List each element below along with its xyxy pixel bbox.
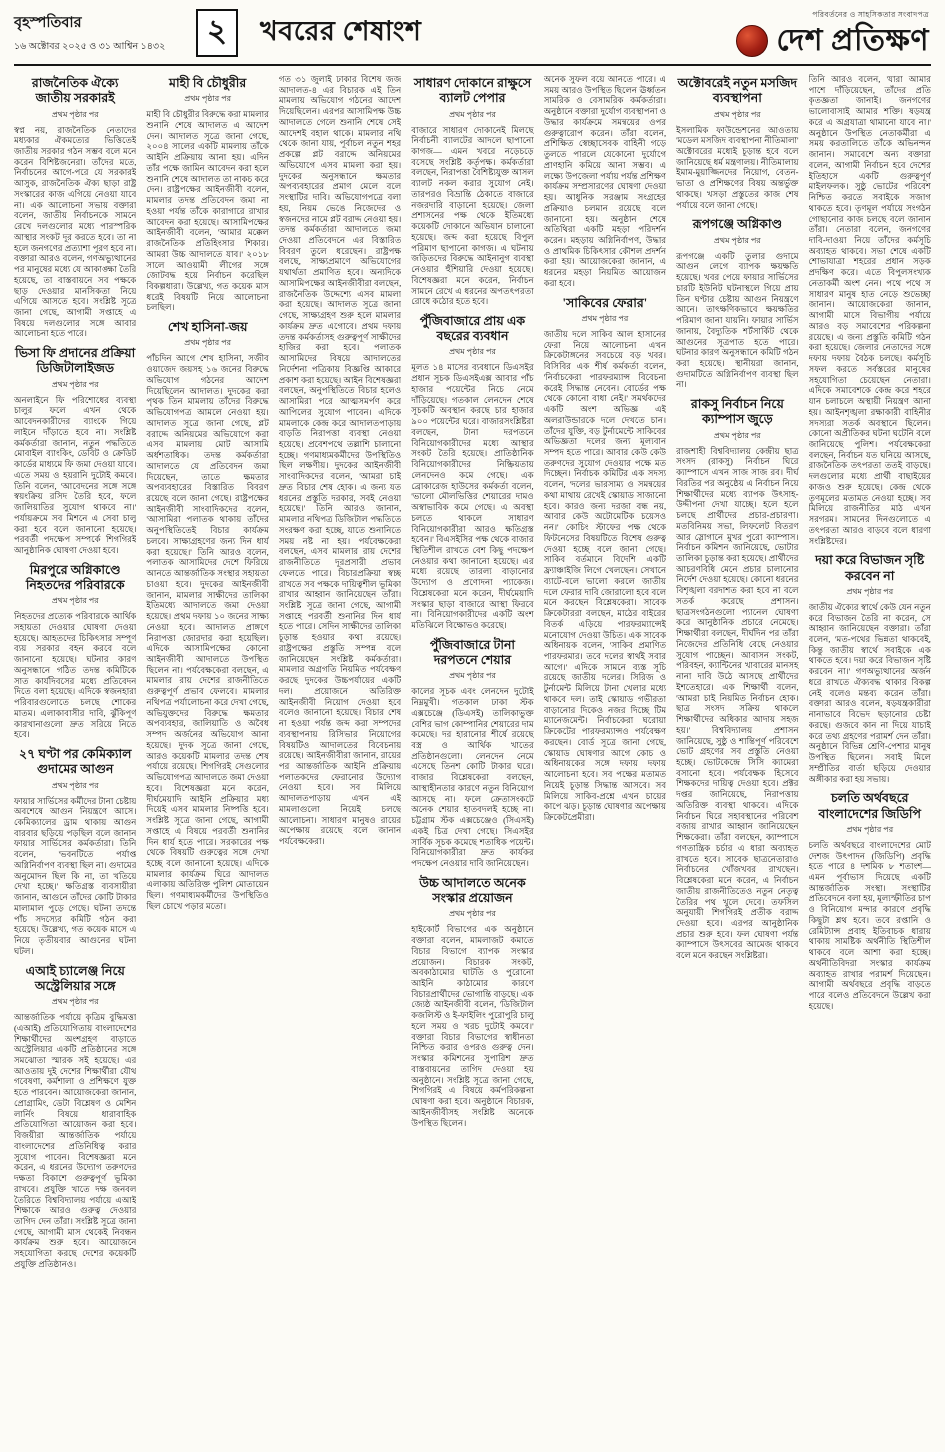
article <box>411 314 533 631</box>
continued-from-front-label: প্রথম পৃষ্ঠার পর <box>184 338 232 348</box>
continued-from-front-label: প্রথম পৃষ্ঠার পর <box>713 235 761 245</box>
continued-from-front-label: প্রথম পৃষ্ঠার পর <box>51 780 99 790</box>
article <box>14 964 136 1270</box>
columns <box>14 66 931 1442</box>
article <box>411 876 533 1128</box>
continued-from-front-label: প্রথম পৃষ্ঠার পর <box>51 997 99 1007</box>
masthead-emblem-icon <box>736 25 768 57</box>
article-body: ইসলামিক ফাউন্ডেশনের আওতায় 'মডেল মসজিদ ব্যবস্থাপনা নীতিমালা' অক্টোবরের মধ্যেই চূড়ান্ত হবে বলে জানিয়েছে ধর্ম মন্ত্রণালয়। নীতিমালায় ইমাম-মুয়াজ্জিনদের নিয়োগ, বেতন-ভাতা ও প্রশিক্ষণের বিষয় অন্তর্ভুক্ত থাকছে। খসড়া প্রস্তুতের কাজ শেষ পর্যায়ে বলে জানা গেছে। <box>676 124 799 210</box>
article-body: জাতীয় দলে সাকিব আল হাসানের ফেরা নিয়ে আলোচনা এখন ক্রিকেটাঙ্গনের সবচেয়ে বড় খবর। বিসিবির এক শীর্ষ কর্মকর্তা বলেন, 'নির্বাচকেরা পারফরম্যান্স বিবেচনা করেই সিদ্ধান্ত নেবেন। বোর্ডের পক্ষ থেকে কোনো বাধা নেই।' সমর্থকদের একটি অংশ অভিজ্ঞ এই অলরাউন্ডারকে দলে দেখতে চান। তাঁদের যুক্তি, বড় টুর্নামেন্টে সাকিবের অভিজ্ঞতা দলের জন্য মূল্যবান সম্পদ হতে পারে। আবার কেউ কেউ তরুণদের সুযোগ দেওয়ার পক্ষে মত দিচ্ছেন। নির্বাচক কমিটির এক সদস্য বলেন, 'দলের ভারসাম্য ও সমন্বয়ের কথা মাথায় রেখেই স্কোয়াড সাজানো হবে। কারও জন্য দরজা বন্ধ নয়, আবার কেউ অটোমেটিক চয়েসও নন।' কোচিং স্টাফের পক্ষ থেকে ফিটনেসের বিষয়টিতে বিশেষ গুরুত্ব দেওয়া হচ্ছে বলে জানা গেছে। সাকিব বর্তমানে বিদেশি একটি ফ্র্যাঞ্চাইজি লিগে খেলছেন। সেখানে ব্যাটে-বলে ভালো করলে জাতীয় দলে ফেরার দাবি জোরালো হবে বলে মনে করছেন বিশ্লেষকেরা। সাবেক ক্রিকেটাররা বলছেন, মাঠের বাইরের বিতর্ক এড়িয়ে পারফরম্যান্সেই মনোযোগ দেওয়া উচিত। এক সাবেক অধিনায়ক বলেন, 'সাকিব প্রমাণিত পারফরমার। তবে দলের স্বার্থই সবার আগে।' এদিকে সামনে ব্যস্ত সূচি রয়েছে জাতীয় দলের। সিরিজ ও টুর্নামেন্ট মিলিয়ে টানা খেলার মধ্যে থাকবে দল। তাই স্কোয়াড গভীরতা বাড়ানোর দিকেও নজর দিচ্ছে টিম ম্যানেজমেন্ট। নির্বাচকেরা ঘরোয়া ক্রিকেটের পারফরম্যান্সও পর্যবেক্ষণ করছেন। বোর্ড সূত্রে জানা গেছে, স্কোয়াড ঘোষণার আগে কোচ ও অধিনায়কের সঙ্গে দফায় দফায় আলোচনা হবে। সব পক্ষের মতামত নিয়েই চূড়ান্ত সিদ্ধান্ত আসবে। সব মিলিয়ে সাকিব-প্রশ্নে এখন চায়ের কাপে ঝড়। চূড়ান্ত ঘোষণার অপেক্ষায় ক্রিকেটপ্রেমীরা। <box>543 328 667 822</box>
article-body: স্বপ্ন নয়, রাজনৈতিক নেতাদের মধ্যকার ঐকমত্যের ভিত্তিতেই জাতীয় সরকার গঠন সম্ভব বলে মনে করেন বিশিষ্টজনেরা। তাঁদের মতে, নির্বাচনের আগে-পরে যে সরকারই আসুক, রাজনৈতিক ঐক্য ছাড়া রাষ্ট্র সংস্কারের কাজ এগিয়ে নেওয়া যাবে না। এক আলোচনা সভায় বক্তারা বলেন, জাতীয় নির্বাচনকে সামনে রেখে দলগুলোর মধ্যে পারস্পরিক আস্থার সংকট দূর করতে হবে। তা না হলে জনগণের প্রত্যাশা পূরণ হবে না। বক্তারা আরও বলেন, গণঅভ্যুত্থানের পর মানুষের মধ্যে যে আকাঙ্ক্ষা তৈরি হয়েছে, তা বাস্তবায়নে সব পক্ষকে ছাড় দেওয়ার মানসিকতা নিয়ে এগিয়ে আসতে হবে। সংশ্লিষ্ট সূত্রে জানা গেছে, আগামী সপ্তাহে এ বিষয়ে দলগুলোর সঙ্গে আবার আলোচনা হতে পারে। <box>14 124 137 339</box>
continued-from-front-label: প্রথম পৃষ্ঠার পর <box>713 430 761 440</box>
article <box>809 791 931 1011</box>
page-number: ২ <box>206 13 228 48</box>
article-body: বাজারে সাধারণ দোকানেই মিলছে নির্বাচনী ব্যালটের আদলে ছাপানো কাগজ— এমন খবরে নড়েচড়ে বসেছে সংশ্লিষ্ট কর্তৃপক্ষ। কর্মকর্তারা বলছেন, নিরাপত্তা বৈশিষ্ট্যযুক্ত আসল ব্যালট নকল করার সুযোগ নেই। তারপরও বিভ্রান্তি ঠেকাতে বাজারে নজরদারি বাড়ানো হয়েছে। জেলা প্রশাসনের পক্ষ থেকে ইতিমধ্যে কয়েকটি দোকানে অভিযান চালানো হয়েছে। জব্দ করা হয়েছে বিপুল পরিমাণ ছাপানো কাগজ। এ ঘটনায় জড়িতদের বিরুদ্ধে আইনানুগ ব্যবস্থা নেওয়ার হুঁশিয়ারি দেওয়া হয়েছে। বিশেষজ্ঞরা মনে করেন, নির্বাচন সামনে রেখে এ ধরনের অপতৎপরতা রোধে কঠোর হতে হবে। <box>411 124 534 307</box>
article-headline: রাকসু নির্বাচন নিয়ে ক্যাম্পাস জুড়ে <box>690 397 784 427</box>
article-headline: ভিসা ফি প্রদানের প্রক্রিয়া ডিজিটালাইজড <box>15 346 136 376</box>
article-headline: সাধারণ দোকানে রাক্ষুসে ব্যালট পেপার <box>413 76 532 106</box>
article-body: মূলত ১৪ মাসের ব্যবধানে ডিএসইর প্রধান সূচক ডিএসইএক্স আবার পাঁচ হাজার পয়েন্টের নিচে নেমে দাঁড়িয়েছে। গতকাল লেনদেন শেষে সূচকটি অবস্থান করছে চার হাজার ৯০০ পয়েন্টের ঘরে। বাজারসংশ্লিষ্টরা বলছেন, টানা দরপতনে বিনিয়োগকারীদের মধ্যে আস্থার সংকট তৈরি হয়েছে। প্রাতিষ্ঠানিক বিনিয়োগকারীদের নিষ্ক্রিয়তায় লেনদেনও কমে গেছে। এক ব্রোকারেজ হাউসের কর্মকর্তা বলেন, 'ভালো মৌলভিত্তির শেয়ারের দামও অস্বাভাবিক কমে গেছে। এ অবস্থা চলতে থাকলে সাধারণ বিনিয়োগকারীরা আরও ক্ষতিগ্রস্ত হবেন।' বিএসইসির পক্ষ থেকে বাজার স্থিতিশীল রাখতে বেশ কিছু পদক্ষেপ নেওয়ার কথা জানানো হয়েছে। এর মধ্যে রয়েছে তারল্য বাড়ানোর উদ্যোগ ও প্রণোদনা প্যাকেজ। বিশ্লেষকেরা মনে করেন, দীর্ঘমেয়াদি সংস্কার ছাড়া বাজারে আস্থা ফিরবে না। বিনিয়োগকারীদের একটি অংশ মতিঝিলে বিক্ষোভও করেছে। <box>411 362 534 631</box>
article-body: মাহী বি চৌধুরীর বিরুদ্ধে করা মামলার শুনানি শেষে আদালত এ আদেশ দেন। আদালত সূত্রে জানা গেছে, ২০০৪ সালের একটি মামলায় তাঁকে আইনি প্রক্রিয়ায় আনা হয়। এদিন তাঁর পক্ষে জামিন আবেদন করা হলে শুনানি শেষে আদালত তা নাকচ করে দেন। রাষ্ট্রপক্ষের আইনজীবী বলেন, মামলার তদন্ত প্রতিবেদন জমা না হওয়া পর্যন্ত তাঁকে কারাগারে রাখার আবেদন করা হয়েছে। আসামিপক্ষের আইনজীবী বলেন, 'আমার মক্কেল রাজনৈতিক প্রতিহিংসার শিকার। আমরা উচ্চ আদালতে যাব।' ২০১৮ সালে আওয়ামী লীগের সঙ্গে জোটবদ্ধ হয়ে নির্বাচন করেছিল বিকল্পধারা। উল্লেখ্য, গত কয়েক মাস ধরেই বিষয়টি নিয়ে আলোচনা চলছিল। <box>146 109 269 313</box>
article <box>809 553 931 784</box>
article-headline: দয়া করে বিভাজন সৃষ্টি করবেন না <box>815 553 925 583</box>
date-block <box>14 12 182 55</box>
article-headline: পুঁজিবাজারে টানা দরপতনে শেয়ার <box>429 637 516 668</box>
continued-from-front-label: প্রথম পৃষ্ঠার পর <box>51 379 99 389</box>
article-body: ফায়ার সার্ভিসের কর্মীদের টানা চেষ্টায় অবশেষে আগুন নিয়ন্ত্রণে আসে। কেমিক্যালের ড্রাম থাকায় আগুন বারবার ছড়িয়ে পড়ছিল বলে জানান ফায়ার সার্ভিসের কর্মকর্তারা। তিনি বলেন, 'ভবনটিতে পর্যাপ্ত অগ্নিনির্বাপণ ব্যবস্থা ছিল না। গুদামের অনুমোদন ছিল কি না, তা খতিয়ে দেখা হচ্ছে।' ক্ষতিগ্রস্ত ব্যবসায়ীরা জানান, আগুনে তাঁদের কোটি টাকার মালামাল পুড়ে গেছে। ঘটনা তদন্তে পাঁচ সদস্যের কমিটি গঠন করা হয়েছে। উল্লেখ্য, গত কয়েক মাসে এ নিয়ে তৃতীয়বার আগুনের ঘটনা ঘটল। <box>14 795 137 956</box>
masthead-tagline: পরিবর্তনের ও সাহসিকতার সংবাদপত্র <box>812 9 929 19</box>
article-body: গত ৩১ জুলাই ঢাকার বিশেষ জজ আদালত-৪ এর বিচারক এই তিন মামলায় অভিযোগ গঠনের আদেশ দিয়েছিলেন। এরপর আসামিপক্ষ উচ্চ আদালতে গেলে শুনানি শেষে সেই আদেশই বহাল থাকে। মামলার নথি থেকে জানা যায়, পূর্বাচল নতুন শহর প্রকল্পে প্লট বরাদ্দে অনিয়মের অভিযোগে এসব মামলা করা হয়। দুদকের অনুসন্ধানে ক্ষমতার অপব্যবহারের প্রমাণ মেলে বলে সংস্থাটির দাবি। অভিযোগপত্রে বলা হয়, নিয়ম ভেঙে নিজেদের ও স্বজনদের নামে প্লট বরাদ্দ নেওয়া হয়। তদন্ত কর্মকর্তারা আদালতে জমা দেওয়া প্রতিবেদনে এর বিস্তারিত বিবরণ তুলে ধরেছেন। রাষ্ট্রপক্ষ বলছে, সাক্ষ্যপ্রমাণে অভিযোগের যথার্থতা প্রমাণিত হবে। অন্যদিকে আসামিপক্ষের আইনজীবীরা বলছেন, রাজনৈতিক উদ্দেশ্যে এসব মামলা করা হয়েছে। আদালত সূত্রে জানা গেছে, সাক্ষ্যগ্রহণ শুরু হলে মামলার কার্যক্রম দ্রুত এগোবে। প্রথম দফায় তদন্ত কর্মকর্তাসহ গুরুত্বপূর্ণ সাক্ষীদের হাজির করা হবে। পলাতক আসামিদের বিষয়ে আদালতের নির্দেশনা পত্রিকায় বিজ্ঞপ্তি আকারে প্রকাশ করা হয়েছে। আইন বিশেষজ্ঞরা বলছেন, অনুপস্থিতিতে বিচার হলেও আসামিরা পরে আত্মসমর্পণ করে আপিলের সুযোগ পাবেন। এদিকে মামলাকে কেন্দ্র করে আদালতপাড়ায় বাড়তি নিরাপত্তা ব্যবস্থা নেওয়া হয়েছে। প্রবেশপথে তল্লাশি চালানো হচ্ছে। গণমাধ্যমকর্মীদের উপস্থিতিও ছিল লক্ষণীয়। দুদকের আইনজীবী সাংবাদিকদের বলেন, 'আমরা চাই দ্রুত বিচার শেষ হোক। এ জন্য যত ধরনের প্রস্তুতি দরকার, সবই নেওয়া হয়েছে।' তিনি আরও জানান, মামলার নথিপত্র ডিজিটাল পদ্ধতিতে সংরক্ষণ করা হচ্ছে, যাতে শুনানিতে সময় নষ্ট না হয়। পর্যবেক্ষকেরা বলছেন, এসব মামলার রায় দেশের রাজনীতিতে দূরপ্রসারী প্রভাব ফেলতে পারে। বিচারপ্রক্রিয়া স্বচ্ছ রাখতে সব পক্ষকে দায়িত্বশীল ভূমিকা রাখার আহ্বান জানিয়েছেন তাঁরা। সংশ্লিষ্ট সূত্রে জানা গেছে, আগামী সপ্তাহে পরবর্তী শুনানির দিন ধার্য হতে পারে। সেদিন সাক্ষীদের তালিকা চূড়ান্ত হওয়ার কথা রয়েছে। রাষ্ট্রপক্ষের প্রস্তুতি সম্পন্ন বলে জানিয়েছেন সংশ্লিষ্ট কর্মকর্তারা। মামলার অগ্রগতি নিয়মিত পর্যবেক্ষণ করছে দুদকের উচ্চপর্যায়ের একটি দল। প্রয়োজনে অতিরিক্ত আইনজীবী নিয়োগ দেওয়া হবে বলেও জানানো হয়েছে। বিচার শেষ না হওয়া পর্যন্ত জব্দ করা সম্পদের ব্যবস্থাপনায় রিসিভার নিয়োগের বিষয়টিও আদালতের বিবেচনায় রয়েছে। আইনজীবীরা জানান, রায়ের পর আন্তর্জাতিক আইনি প্রক্রিয়ায় পলাতকদের ফেরানোর উদ্যোগ নেওয়া হবে। সব মিলিয়ে আদালতপাড়ায় এখন এই মামলাগুলো নিয়েই চলছে আলোচনা। সাধারণ মানুষও রায়ের অপেক্ষায় রয়েছে বলে জানান পর্যবেক্ষকেরা। <box>278 74 402 847</box>
column-7 <box>809 74 931 1442</box>
continued-from-front-label: প্রথম পৃষ্ঠার পর <box>449 109 496 119</box>
continued-from-front-label: প্রথম পৃষ্ঠার পর <box>449 347 496 357</box>
article-body: কালের সূচক এবং লেনদেন দুটোই নিম্নমুখী। গতকাল ঢাকা স্টক এক্সচেঞ্জে (ডিএসই) তালিকাভুক্ত বেশির ভাগ কোম্পানির শেয়ারের দাম কমেছে। দর হারানোর শীর্ষে রয়েছে বস্ত্র ও আর্থিক খাতের প্রতিষ্ঠানগুলো। লেনদেন নেমে এসেছে তিনশ কোটি টাকার ঘরে। বাজার বিশ্লেষকেরা বলছেন, আস্থাহীনতার কারণে নতুন বিনিয়োগ আসছে না। ফলে ক্রেতাসংকটে অনেক শেয়ার হাতবদলই হচ্ছে না। চট্টগ্রাম স্টক এক্সচেঞ্জেও (সিএসই) একই চিত্র দেখা গেছে। সিএসইর সার্বিক সূচক কমেছে শতাধিক পয়েন্ট। বিনিয়োগকারীরা দ্রুত কার্যকর পদক্ষেপ নেওয়ার দাবি জানিয়েছেন। <box>411 686 534 869</box>
column-2 <box>146 74 268 1442</box>
article <box>146 320 268 911</box>
article-body: হাইকোর্ট বিভাগের এক অনুষ্ঠানে বক্তারা বলেন, মামলাজট কমাতে বিচার বিভাগে ব্যাপক সংস্কার প্রয়োজন। বিচারক সংকট, অবকাঠামোর ঘাটতি ও পুরোনো আইনি কাঠামোর কারণে বিচারপ্রার্থীদের ভোগান্তি বাড়ছে। এক জ্যেষ্ঠ আইনজীবী বলেন, 'ডিজিটাল কজলিস্ট ও ই-ফাইলিং পুরোপুরি চালু হলে সময় ও খরচ দুটোই কমবে।' বক্তারা বিচার বিভাগের স্বাধীনতা নিশ্চিত করার ওপরও গুরুত্ব দেন। সংস্কার কমিশনের সুপারিশ দ্রুত বাস্তবায়নের তাগিদ দেওয়া হয় অনুষ্ঠানে। সংশ্লিষ্ট সূত্রে জানা গেছে, শিগগিরই এ বিষয়ে কর্মপরিকল্পনা ঘোষণা করা হবে। অনুষ্ঠানে বিচারক, আইনজীবীসহ সংশ্লিষ্ট অনেকে উপস্থিত ছিলেন। <box>411 924 534 1128</box>
continued-from-front-label: প্রথম পৃষ্ঠার পর <box>51 109 99 119</box>
article-headline: শেখ হাসিনা-জয় <box>167 320 248 335</box>
article <box>676 76 798 210</box>
section-title: খবরের শেষাংশ <box>260 15 422 46</box>
article-body: রূপগঞ্জে একটি তুলার গুদামে আগুন লেগে ব্যাপক ক্ষয়ক্ষতি হয়েছে। খবর পেয়ে ফায়ার সার্ভিসের চারটি ইউনিট ঘটনাস্থলে গিয়ে প্রায় তিন ঘণ্টার চেষ্টায় আগুন নিয়ন্ত্রণে আনে। তাৎক্ষণিকভাবে ক্ষয়ক্ষতির পরিমাণ জানা যায়নি। ফায়ার সার্ভিস জানায়, বৈদ্যুতিক শর্টসার্কিট থেকে আগুনের সূত্রপাত হতে পারে। ঘটনার কারণ অনুসন্ধানে কমিটি গঠন করা হয়েছে। স্থানীয়রা জানান, গুদামটিতে অগ্নিনির্বাপণ ব্যবস্থা ছিল না। <box>676 250 799 390</box>
article-headline: পুঁজিবাজারে প্রায় এক বছরের ব্যবধান <box>419 313 526 344</box>
article-body: অনলাইনে ফি পরিশোধের ব্যবস্থা চালুর ফলে এখন থেকে আবেদনকারীদের ব্যাংকে গিয়ে লাইনে দাঁড়াতে হবে না। সংশ্লিষ্ট কর্মকর্তারা জানান, নতুন পদ্ধতিতে মোবাইল ব্যাংকিং, ডেবিট ও ক্রেডিট কার্ডের মাধ্যমে ফি জমা দেওয়া যাবে। এতে সময় ও হয়রানি দুটোই কমবে। তিনি বলেন, 'আবেদনের সঙ্গে সঙ্গে স্বয়ংক্রিয় রসিদ তৈরি হবে, ফলে জালিয়াতির সুযোগ থাকবে না।' পর্যায়ক্রমে সব মিশনে এ সেবা চালু করা হবে বলে জানানো হয়েছে। পরবর্তী পদক্ষেপ সম্পর্কে শিগগিরই আনুষ্ঠানিক ঘোষণা দেওয়া হবে। <box>14 394 137 555</box>
column-3 <box>279 74 401 1442</box>
continued-from-front-label: প্রথম পৃষ্ঠার পর <box>184 94 232 104</box>
article-body: রাজশাহী বিশ্ববিদ্যালয় কেন্দ্রীয় ছাত্র সংসদ (রাকসু) নির্বাচন ঘিরে ক্যাম্পাসে এখন সাজ সাজ রব। দীর্ঘ বিরতির পর অনুষ্ঠেয় এ নির্বাচন নিয়ে শিক্ষার্থীদের মধ্যে ব্যাপক উৎসাহ-উদ্দীপনা দেখা যাচ্ছে। হলে হলে চলছে প্রার্থীদের প্রচার-প্রচারণা। মতবিনিময় সভা, লিফলেট বিতরণ আর স্লোগানে মুখর পুরো ক্যাম্পাস। নির্বাচন কমিশন জানিয়েছে, ভোটার তালিকা চূড়ান্ত করা হয়েছে। প্রার্থীদের আচরণবিধি মেনে প্রচার চালানোর নির্দেশ দেওয়া হয়েছে। কোনো ধরনের বিশৃঙ্খলা বরদাশত করা হবে না বলে সতর্ক করেছে প্রশাসন। ছাত্রসংগঠনগুলো প্যানেল ঘোষণা করে আনুষ্ঠানিক প্রচারে নেমেছে। শিক্ষার্থীরা বলছেন, দীর্ঘদিন পর তাঁরা নিজেদের প্রতিনিধি বেছে নেওয়ার সুযোগ পাচ্ছেন। আবাসন সংকট, পরিবহন, ক্যান্টিনের খাবারের মানসহ নানা দাবি উঠে আসছে প্রার্থীদের ইশতেহারে। এক শিক্ষার্থী বলেন, 'আমরা চাই নিয়মিত নির্বাচন হোক। ছাত্র সংসদ সক্রিয় থাকলে শিক্ষার্থীদের অধিকার আদায় সহজ হয়।' বিশ্ববিদ্যালয় প্রশাসন জানিয়েছে, সুষ্ঠু ও শান্তিপূর্ণ পরিবেশে ভোট গ্রহণের সব প্রস্তুতি নেওয়া হচ্ছে। ভোটকেন্দ্রে সিসি ক্যামেরা বসানো হবে। পর্যবেক্ষক হিসেবে শিক্ষকদের দায়িত্ব দেওয়া হবে। প্রক্টর দপ্তর জানিয়েছে, নিরাপত্তায় অতিরিক্ত ব্যবস্থা থাকবে। এদিকে নির্বাচন ঘিরে সহাবস্থানের পরিবেশ বজায় রাখার আহ্বান জানিয়েছেন শিক্ষকেরা। তাঁরা বলছেন, ক্যাম্পাসে গণতান্ত্রিক চর্চার এ ধারা অব্যাহত রাখতে হবে। সাবেক ছাত্রনেতারাও নির্বাচনের খোঁজখবর রাখছেন। বিশ্লেষকেরা মনে করেন, এ নির্বাচন জাতীয় রাজনীতিতেও নতুন নেতৃত্ব তৈরির পথ খুলে দেবে। তফসিল অনুযায়ী শিগগিরই প্রতীক বরাদ্দ দেওয়া হবে। এরপর আনুষ্ঠানিক প্রচার শুরু হবে। ফল ঘোষণা পর্যন্ত ক্যাম্পাসে উৎসবের আমেজ থাকবে বলে মনে করছেন সংশ্লিষ্টরা। <box>676 445 799 961</box>
article <box>411 76 533 307</box>
article-headline: রাজনৈতিক ঐক্যে জাতীয় সরকারই <box>31 76 119 106</box>
continued-from-front-label: প্রথম পৃষ্ঠার পর <box>51 596 99 606</box>
article-body: পাঁচদিন আগে শেখ হাসিনা, সজীব ওয়াজেদ জয়সহ ১৬ জনের বিরুদ্ধে অভিযোগ গঠনের আদেশ দিয়েছিলেন আদালত। দুদকের করা পৃথক তিন মামলায় তাঁদের বিরুদ্ধে অভিযোগপত্র আমলে নেওয়া হয়। আদালত সূত্রে জানা গেছে, প্লট বরাদ্দে অনিয়মের অভিযোগে করা এসব মামলায় মোট আসামি অর্ধশতাধিক। তদন্ত কর্মকর্তারা আদালতে যে প্রতিবেদন জমা দিয়েছেন, তাতে ক্ষমতার অপব্যবহারের বিস্তারিত বিবরণ রয়েছে বলে জানা গেছে। রাষ্ট্রপক্ষের আইনজীবী সাংবাদিকদের বলেন, 'আসামিরা পলাতক থাকায় তাঁদের অনুপস্থিতিতেই বিচার কার্যক্রম চলবে। সাক্ষ্যগ্রহণের জন্য দিন ধার্য করা হয়েছে।' তিনি আরও বলেন, পলাতক আসামিদের দেশে ফিরিয়ে আনতে আন্তর্জাতিক সংস্থার সহায়তা চাওয়া হবে। দুদকের আইনজীবী জানান, মামলার সাক্ষীদের তালিকা ইতিমধ্যে আদালতে জমা দেওয়া হয়েছে। প্রথম দফায় ১০ জনের সাক্ষ্য নেওয়া হবে। আদালত প্রাঙ্গণে নিরাপত্তা জোরদার করা হয়েছিল। এদিকে আসামিপক্ষের কোনো আইনজীবী আদালতে উপস্থিত ছিলেন না। পর্যবেক্ষকেরা বলছেন, এ মামলার রায় দেশের রাজনীতিতে গুরুত্বপূর্ণ প্রভাব ফেলবে। মামলার নথিপত্র পর্যালোচনা করে দেখা গেছে, অভিযুক্তদের বিরুদ্ধে ক্ষমতার অপব্যবহার, জালিয়াতি ও অবৈধ সম্পদ অর্জনের অভিযোগ আনা হয়েছে। দুদক সূত্রে জানা গেছে, আরও কয়েকটি মামলার তদন্ত শেষ পর্যায়ে রয়েছে। শিগগিরই সেগুলোর অভিযোগপত্র আদালতে জমা দেওয়া হবে। বিশেষজ্ঞরা মনে করেন, দীর্ঘমেয়াদি আইনি প্রক্রিয়ার মধ্য দিয়েই এসব মামলার নিষ্পত্তি হবে। সংশ্লিষ্ট সূত্রে জানা গেছে, আগামী সপ্তাহে এ বিষয়ে পরবর্তী শুনানির দিন ধার্য হতে পারে। সরকারের পক্ষ থেকে বিষয়টি গুরুত্বের সঙ্গে দেখা হচ্ছে বলে জানানো হয়েছে। এদিকে মামলার কার্যক্রম ঘিরে আদালত এলাকায় অতিরিক্ত পুলিশ মোতায়েন ছিল। গণমাধ্যমকর্মীদের উপস্থিতিও ছিল চোখে পড়ার মতো। <box>146 353 269 911</box>
continued-from-front-label: প্রথম পৃষ্ঠার পর <box>581 313 629 323</box>
date-line: ১৬ অক্টোবর ২০২৫ ও ৩১ আশ্বিন ১৪৩২ <box>14 41 166 52</box>
article-body: নিহতদের প্রত্যেক পরিবারকে আর্থিক সহায়তা দেওয়ার ঘোষণা দেওয়া হয়েছে। আহতদের চিকিৎসার সম্পূর্ণ ব্যয় সরকার বহন করবে বলে জানানো হয়েছে। ঘটনার কারণ অনুসন্ধানে গঠিত তদন্ত কমিটিকে সাত কার্যদিবসের মধ্যে প্রতিবেদন দিতে বলা হয়েছে। এদিকে স্বজনহারা পরিবারগুলোতে চলছে শোকের মাতম। এলাকাবাসীর দাবি, ঝুঁকিপূর্ণ কারখানাগুলো দ্রুত সরিয়ে নিতে হবে। <box>14 611 137 740</box>
continued-from-front-label: প্রথম পৃষ্ঠার পর <box>846 824 894 834</box>
article <box>411 638 533 869</box>
article-headline: রূপগঞ্জে অগ্নিকাণ্ড <box>692 217 783 232</box>
article <box>14 563 136 740</box>
article-body: অনেক সুফল বয়ে আনতে পারে। এ সময় আরও উপস্থিত ছিলেন ঊর্ধ্বতন সামরিক ও বেসামরিক কর্মকর্তারা। অনুষ্ঠানে বক্তারা দুর্যোগ ব্যবস্থাপনা ও উদ্ধার কার্যক্রমে সমন্বয়ের ওপর গুরুত্বারোপ করেন। তাঁরা বলেন, প্রশিক্ষিত স্বেচ্ছাসেবক বাহিনী গড়ে তুলতে পারলে যেকোনো দুর্যোগে প্রাণহানি কমিয়ে আনা সম্ভব। এ লক্ষ্যে উপজেলা পর্যায় পর্যন্ত প্রশিক্ষণ কার্যক্রম সম্প্রসারণের ঘোষণা দেওয়া হয়। আধুনিক সরঞ্জাম সংগ্রহের প্রক্রিয়াও চলমান রয়েছে বলে জানানো হয়। অনুষ্ঠান শেষে অতিথিরা একটি মহড়া পরিদর্শন করেন। মহড়ায় অগ্নিনির্বাপণ, উদ্ধার ও প্রাথমিক চিকিৎসার কৌশল প্রদর্শন করা হয়। আয়োজকেরা জানান, এ ধরনের মহড়া নিয়মিত আয়োজন করা হবে। <box>543 74 667 288</box>
article-body: তিনি আরও বলেন, 'যারা আমার পাশে দাঁড়িয়েছেন, তাঁদের প্রতি কৃতজ্ঞতা জানাই। জনগণের ভালোবাসাই আমার শক্তি। ষড়যন্ত্র করে এ অগ্রযাত্রা থামানো যাবে না।' অনুষ্ঠানে উপস্থিত নেতাকর্মীরা এ সময় করতালিতে তাঁকে অভিনন্দন জানান। সমাবেশে অন্য বক্তারা বলেন, আগামী নির্বাচন হবে দেশের ইতিহাসে একটি গুরুত্বপূর্ণ মাইলফলক। সুষ্ঠু ভোটের পরিবেশ নিশ্চিত করতে সবাইকে সজাগ থাকতে হবে। তৃণমূল পর্যায়ে সংগঠন গোছানোর কাজ চলছে বলে জানান তাঁরা। নেতারা বলেন, জনগণের দাবি-দাওয়া নিয়ে তাঁদের কর্মসূচি অব্যাহত থাকবে। সভা শেষে একটি শোভাযাত্রা শহরের প্রধান সড়ক প্রদক্ষিণ করে। এতে বিপুলসংখ্যক নেতাকর্মী অংশ নেন। পথে পথে স সাধারণ মানুষ হাত নেড়ে শুভেচ্ছা জানান। আয়োজকেরা জানান, আগামী মাসে বিভাগীয় পর্যায়ে আরও বড় সমাবেশের পরিকল্পনা রয়েছে। এ জন্য প্রস্তুতি কমিটি গঠন করা হয়েছে। জেলার নেতাদের সঙ্গে দফায় দফায় বৈঠক চলছে। কর্মসূচি সফল করতে সর্বস্তরের মানুষের সহযোগিতা চেয়েছেন নেতারা। এদিকে সমাবেশকে কেন্দ্র করে শহরে যান চলাচলে অস্থায়ী নিয়ন্ত্রণ আনা হয়। আইনশৃঙ্খলা রক্ষাকারী বাহিনীর সদস্যরা সতর্ক অবস্থানে ছিলেন। কোনো অপ্রীতিকর ঘটনা ঘটেনি বলে জানিয়েছে পুলিশ। পর্যবেক্ষকেরা বলছেন, নির্বাচন যত ঘনিয়ে আসছে, রাজনৈতিক তৎপরতা ততই বাড়ছে। দলগুলোর মধ্যে প্রার্থী বাছাইয়ের কাজও শুরু হয়েছে। কেন্দ্র থেকে তৃণমূলের মতামত নেওয়া হচ্ছে। সব মিলিয়ে রাজনীতির মাঠ এখন সরগরম। সামনের দিনগুলোতে এ তৎপরতা আরও বাড়বে বলে ধারণা সংশ্লিষ্টদের। <box>808 74 931 546</box>
article <box>544 296 666 823</box>
continued-from-front-label: প্রথম পৃষ্ঠার পর <box>846 586 894 596</box>
masthead-block <box>736 10 931 57</box>
article <box>14 76 136 339</box>
article-headline: উচ্চ আদালতে অনেক সংস্কার প্রয়োজন <box>419 875 526 906</box>
article-headline: ২৭ ঘণ্টা পর কেমিক্যাল গুদামের আগুন <box>19 747 132 777</box>
article-continuation <box>809 74 931 546</box>
article-headline: 'সাকিবের ফেরার' <box>562 295 648 310</box>
continued-from-front-label: প্রথম পৃষ্ঠার পর <box>449 909 496 919</box>
article <box>14 747 136 957</box>
article-continuation <box>544 74 666 289</box>
column-5 <box>544 74 666 1442</box>
article-headline: মিরপুরে অগ্নিকাণ্ডে নিহতদের পরিবারকে <box>25 562 125 592</box>
weekday: বৃহস্পতিবার <box>14 14 82 31</box>
article-headline: চলতি অর্থবছরে বাংলাদেশের জিডিপি <box>818 791 921 821</box>
masthead-title: দেশ প্রতিক্ষণ <box>776 23 929 57</box>
article-headline: এআই চ্যালেঞ্জ নিয়ে অস্ট্রেলিয়ার সঙ্গে <box>25 963 125 993</box>
article-headline: মাহী বি চৌধুরীর <box>169 76 247 90</box>
article <box>676 217 798 390</box>
column-4 <box>411 74 533 1442</box>
article <box>676 397 798 961</box>
continued-from-front-label: প্রথম পৃষ্ঠার পর <box>713 109 761 119</box>
article <box>146 76 268 313</box>
article-body: চলতি অর্থবছরে বাংলাদেশের মোট দেশজ উৎপাদন (জিডিপি) প্রবৃদ্ধি হতে পারে ৪ দশমিক ৮ শতাংশ— এমন পূর্বাভাস দিয়েছে একটি আন্তর্জাতিক সংস্থা। সংস্থাটির প্রতিবেদনে বলা হয়, মূল্যস্ফীতির চাপ ও বিনিয়োগ মন্দার কারণে প্রবৃদ্ধি কিছুটা শ্লথ হবে। তবে রপ্তানি ও রেমিট্যান্স প্রবাহ ইতিবাচক ধারায় থাকায় সামষ্টিক অর্থনীতি স্থিতিশীল থাকবে বলে আশা করা হচ্ছে। অর্থনীতিবিদরা সংস্কার কার্যক্রম অব্যাহত রাখার পরামর্শ দিয়েছেন। আগামী অর্থবছরে প্রবৃদ্ধি বাড়তে পারে বলেও প্রতিবেদনে উল্লেখ করা হয়েছে। <box>808 839 931 1011</box>
page-header <box>14 6 931 66</box>
article-body: জাতীয় ঐক্যের স্বার্থে কেউ যেন নতুন করে বিভাজন তৈরি না করেন, সে আহ্বান জানিয়েছেন বক্তারা। তাঁরা বলেন, 'মত-পথের ভিন্নতা থাকবেই, কিন্তু জাতীয় স্বার্থে সবাইকে এক থাকতে হবে। দয়া করে বিভাজন সৃষ্টি করবেন না।' গণঅভ্যুত্থানের অর্জন ধরে রাখতে ঐক্যবদ্ধ থাকার বিকল্প নেই বলেও মন্তব্য করেন তাঁরা। বক্তারা আরও বলেন, ষড়যন্ত্রকারীরা নানাভাবে বিভেদ ছড়ানোর চেষ্টা করছে। গুজবে কান না দিয়ে যাচাই করে তথ্য গ্রহণের পরামর্শ দেন তাঁরা। অনুষ্ঠানে বিভিন্ন শ্রেণি-পেশার মানুষ উপস্থিত ছিলেন। সবাই মিলে সম্প্রীতির বার্তা ছড়িয়ে দেওয়ার অঙ্গীকার করা হয় সভায়। <box>808 601 931 784</box>
page-number-box <box>196 9 238 57</box>
continued-from-front-label: প্রথম পৃষ্ঠার পর <box>449 671 496 681</box>
article-continuation <box>279 74 401 847</box>
column-1 <box>14 74 136 1442</box>
article-body: আন্তর্জাতিক পর্যায়ে কৃত্রিম বুদ্ধিমত্তা (এআই) প্রতিযোগিতায় বাংলাদেশের শিক্ষার্থীদের অংশগ্রহণ বাড়াতে অস্ট্রেলিয়ার একটি প্রতিষ্ঠানের সঙ্গে সমঝোতা স্মারক সই হয়েছে। এর আওতায় দুই দেশের শিক্ষার্থীরা যৌথ গবেষণা, কর্মশালা ও প্রশিক্ষণে যুক্ত হতে পারবেন। আয়োজকেরা জানান, প্রোগ্রামিং, ডেটা বিশ্লেষণ ও মেশিন লার্নিং বিষয়ে ধারাবাহিক প্রতিযোগিতা আয়োজন করা হবে। বিজয়ীরা আন্তর্জাতিক পর্যায়ে বাংলাদেশের প্রতিনিধিত্ব করার সুযোগ পাবেন। বিশেষজ্ঞরা মনে করেন, এ ধরনের উদ্যোগ তরুণদের দক্ষতা বিকাশে গুরুত্বপূর্ণ ভূমিকা রাখবে। প্রযুক্তি খাতে দক্ষ জনবল তৈরিতে বিশ্ববিদ্যালয় পর্যায়ে এআই শিক্ষাকে আরও গুরুত্ব দেওয়ার তাগিদ দেন তাঁরা। সংশ্লিষ্ট সূত্রে জানা গেছে, আগামী মাস থেকেই নিবন্ধন কার্যক্রম শুরু হবে। আয়োজনে সহযোগিতা করছে দেশের কয়েকটি প্রযুক্তি প্রতিষ্ঠানও। <box>14 1012 137 1269</box>
masthead-row <box>736 25 929 57</box>
article <box>14 346 136 556</box>
column-6 <box>676 74 798 1442</box>
article-headline: অক্টোবরেই নতুন মসজিদ ব্যবস্থাপনা <box>677 76 798 106</box>
